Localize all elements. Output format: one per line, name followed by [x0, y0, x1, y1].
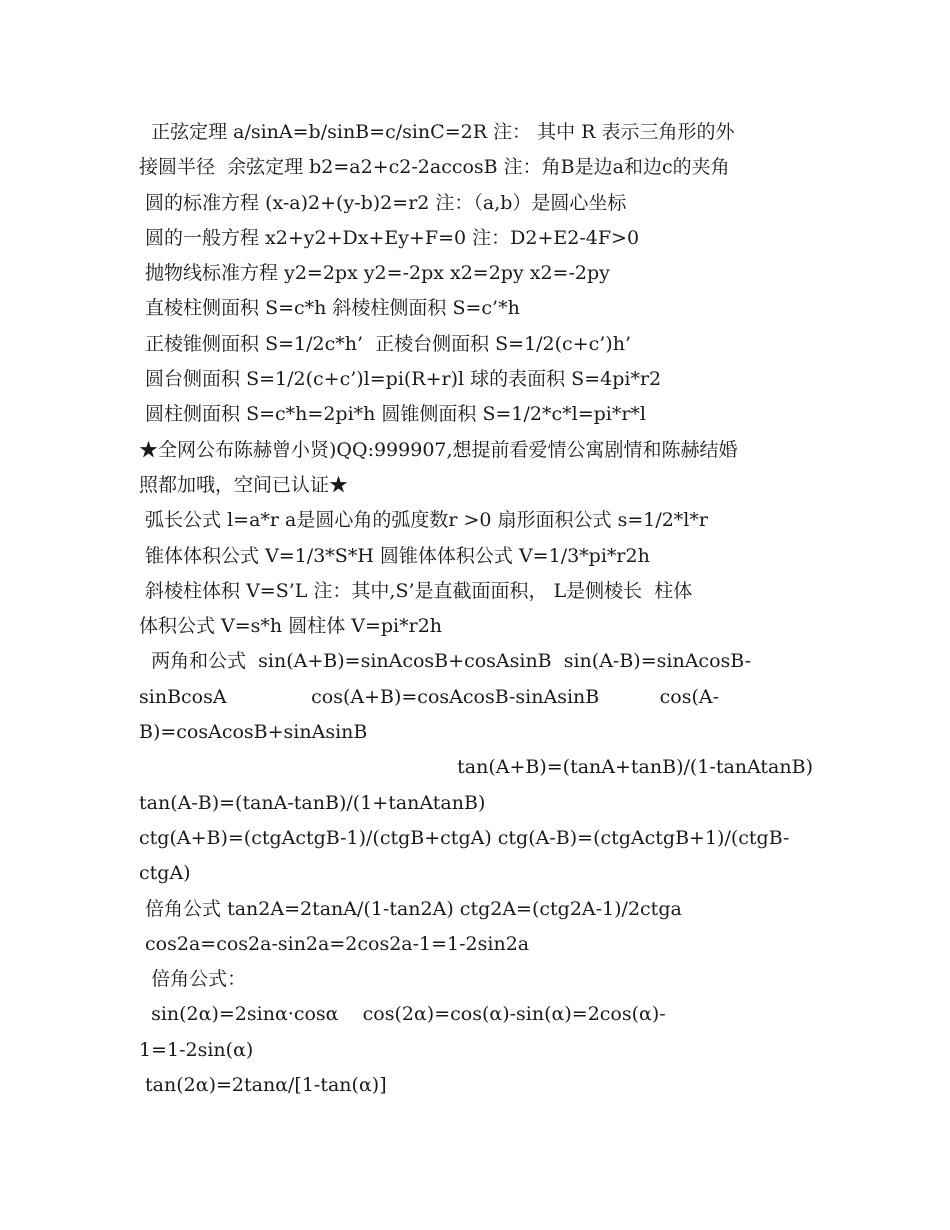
document-body [139, 115, 813, 1103]
text-line: ctg(A+B)=(ctgActgB-1)/(ctgB+ctgA) ctg(A-B)=(ctgActgB+1)/(ctgB- [139, 826, 790, 849]
text-line: sin(2α)=2sinα·cosα cos(2α)=cos(α)-sin(α)=2cos(α)- [139, 1003, 666, 1026]
text-line: 倍角公式： [139, 968, 247, 991]
text-line: 抛物线标准方程 y2=2px y2=-2px x2=2py x2=-2py [139, 262, 610, 285]
text-line: sinBcosA cos(A+B)=cosAcosB-sinAsinB cos(A- [139, 685, 720, 708]
text-line: B)=cosAcosB+sinAsinB [139, 721, 368, 744]
text-line: 正弦定理 a/sinA=b/sinB=c/sinC=2R 注： 其中 R 表示三角形的外 [139, 121, 735, 143]
text-line: 倍角公式 tan2A=2tanA/(1-tan2A) ctg2A=(ctg2A-1)/2ctga [139, 897, 682, 920]
text-line: 接圆半径 余弦定理 b2=a2+c2-2accosB 注：角B是边a和边c的夹角 [139, 156, 730, 179]
text-line: 两角和公式 sin(A+B)=sinAcosB+cosAsinB sin(A-B)=sinAcosB- [139, 650, 751, 673]
promo-line: 照都加哦，空间已认证★ [139, 473, 349, 496]
text-line: ctgA) [139, 862, 191, 885]
text-line: 圆的标准方程 (x-a)2+(y-b)2=r2 注：（a,b）是圆心坐标 [139, 191, 627, 214]
text-line: tan(2α)=2tanα/[1-tan(α)] [139, 1074, 387, 1097]
text-line: 弧长公式 l=a*r a是圆心角的弧度数r >0 扇形面积公式 s=1/2*l*r [139, 509, 708, 532]
text-line: 1=1-2sin(α) [139, 1038, 254, 1061]
text-line: 正棱锥侧面积 S=1/2c*h’ 正棱台侧面积 S=1/2(c+c’)h’ [139, 332, 631, 355]
text-line: tan(A-B)=(tanA-tanB)/(1+tanAtanB) [139, 791, 486, 814]
promo-line: ★全网公布陈赫曾小贤)QQ:999907,想提前看爱情公寓剧情和陈赫结婚 [139, 438, 738, 461]
text-line: 斜棱柱体积 V=S’L 注：其中,S’是直截面面积， L是侧棱长 柱体 [139, 579, 693, 602]
text-line: 体积公式 V=s*h 圆柱体 V=pi*r2h [139, 615, 443, 638]
text-line: 锥体体积公式 V=1/3*S*H 圆锥体体积公式 V=1/3*pi*r2h [139, 544, 650, 567]
text-line: cos2a=cos2a-sin2a=2cos2a-1=1-2sin2a [139, 932, 530, 955]
text-line: 圆的一般方程 x2+y2+Dx+Ey+F=0 注：D2+E2-4F>0 [139, 226, 640, 249]
text-line: 圆柱侧面积 S=c*h=2pi*h 圆锥侧面积 S=1/2*c*l=pi*r*l [139, 403, 647, 426]
text-line: 直棱柱侧面积 S=c*h 斜棱柱侧面积 S=c’*h [139, 297, 520, 320]
text-line: tan(A+B)=(tanA+tanB)/(1-tanAtanB) [457, 756, 813, 779]
text-line: 圆台侧面积 S=1/2(c+c’)l=pi(R+r)l 球的表面积 S=4pi*r2 [139, 368, 662, 391]
